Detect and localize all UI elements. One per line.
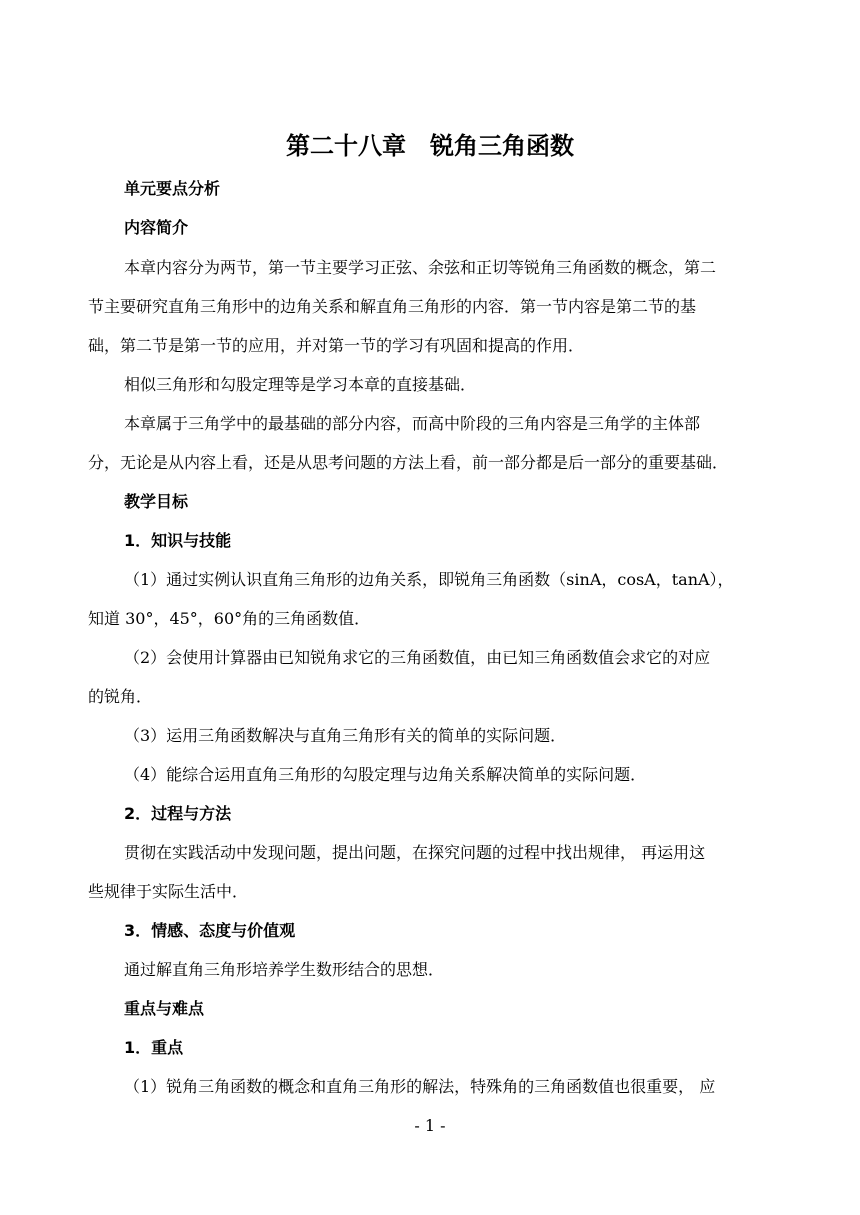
subheading-emotion-values: 3．情感、态度与价值观 xyxy=(124,921,296,940)
subheading-key-points: 1．重点 xyxy=(124,1038,184,1057)
section-heading-key-difficult: 重点与难点 xyxy=(124,999,205,1018)
section-heading-teaching-goals: 教学目标 xyxy=(124,492,189,511)
paragraph-line: 贯彻在实践活动中发现问题，提出问题，在探究问题的过程中找出规律， 再运用这 xyxy=(124,843,706,862)
section-heading-unit-analysis: 单元要点分析 xyxy=(124,179,221,198)
section-heading-content-intro: 内容简介 xyxy=(124,218,189,237)
paragraph-line: 分，无论是从内容上看，还是从思考问题的方法上看，前一部分都是后一部分的重要基础． xyxy=(88,453,729,472)
list-item-line: （4）能综合运用直角三角形的勾股定理与边角关系解决简单的实际问题． xyxy=(124,765,647,784)
paragraph-line: 本章属于三角学中的最基础的部分内容，而高中阶段的三角内容是三角学的主体部 xyxy=(124,414,701,433)
subheading-process-method: 2．过程与方法 xyxy=(124,804,232,823)
paragraph-line: 本章内容分为两节，第一节主要学习正弦、余弦和正切等锐角三角函数的概念，第二 xyxy=(124,258,717,277)
subheading-knowledge-skills: 1．知识与技能 xyxy=(124,531,232,550)
list-item-line: （3）运用三角函数解决与直角三角形有关的简单的实际问题． xyxy=(124,726,567,745)
list-item-line: （1）锐角三角函数的概念和直角三角形的解法，特殊角的三角函数值也很重要， 应 xyxy=(124,1077,716,1096)
paragraph-line: 础，第二节是第一节的应用，并对第一节的学习有巩固和提高的作用． xyxy=(88,336,585,355)
chapter-title: 第二十八章 锐角三角函数 xyxy=(286,132,574,160)
page-number: - 1 - xyxy=(414,1116,446,1135)
list-item-line: （1）通过实例认识直角三角形的边角关系，即锐角三角函数（sinA，cosA，tanA）， xyxy=(124,570,734,589)
paragraph-line: 节主要研究直角三角形中的边角关系和解直角三角形的内容．第一节内容是第二节的基 xyxy=(88,297,697,316)
paragraph-line: 通过解直角三角形培养学生数形结合的思想． xyxy=(124,960,445,979)
paragraph-line: 些规律于实际生活中． xyxy=(88,882,249,901)
paragraph-line: 相似三角形和勾股定理等是学习本章的直接基础． xyxy=(124,375,477,394)
list-item-line: 的锐角． xyxy=(88,687,153,706)
list-item-line: （2）会使用计算器由已知锐角求它的三角函数值，由已知三角函数值会求它的对应 xyxy=(124,648,711,667)
list-item-line: 知道 30°，45°，60°角的三角函数值． xyxy=(88,609,371,628)
